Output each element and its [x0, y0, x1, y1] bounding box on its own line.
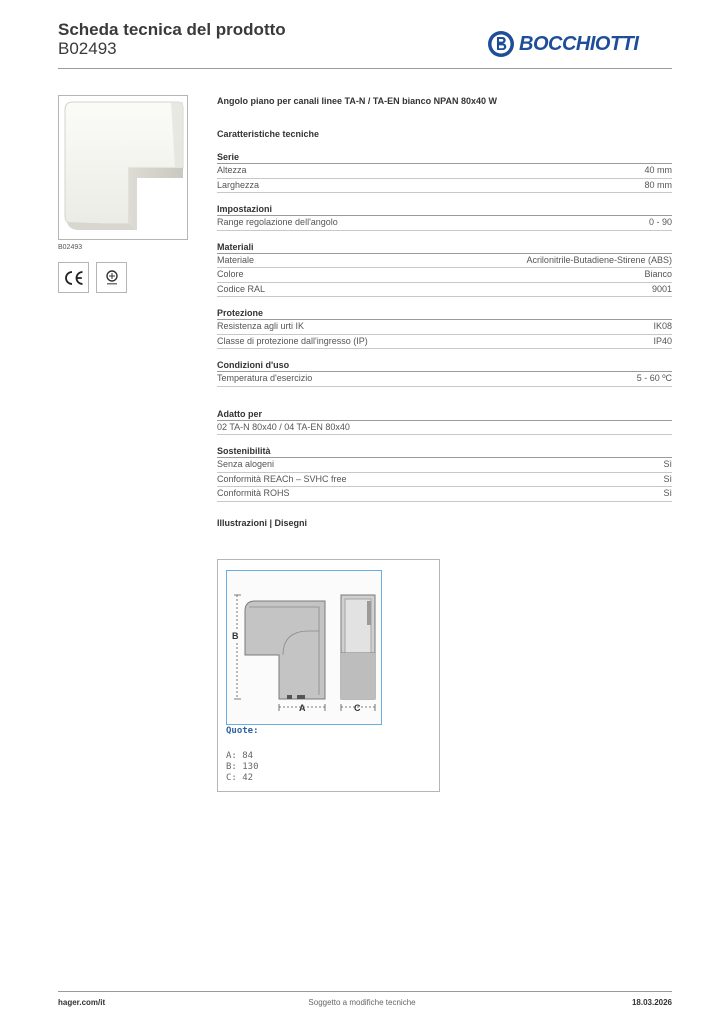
spec-value: IP40 [653, 335, 672, 346]
spec-row [217, 179, 672, 194]
spec-label: Larghezza [217, 179, 260, 190]
product-code: B02493 [58, 39, 117, 58]
spec-row [217, 164, 672, 179]
certification-seal-icon [96, 262, 127, 293]
angle-drawing [227, 571, 381, 724]
product-image [58, 95, 188, 240]
technical-drawing-panel [217, 559, 440, 792]
spec-group-protezione [217, 308, 672, 349]
spec-row [217, 335, 672, 350]
footer-date: 18.03.2026 [631, 998, 672, 1007]
spec-label: Temperatura d'esercizio [217, 373, 313, 383]
spec-value: Sì [663, 473, 672, 484]
product-image-caption: B02493 [58, 244, 83, 251]
spec-row [217, 283, 672, 298]
spec-label: Conformità ROHS [217, 488, 290, 498]
product-title: Angolo piano per canali linee TA-N / TA-EN bianco NPAN 80x40 W [217, 96, 498, 106]
spec-value: IK08 [653, 321, 672, 331]
spec-group-serie [217, 152, 672, 193]
product-specs [217, 96, 672, 528]
product-photo [59, 96, 187, 239]
spec-row [217, 458, 672, 473]
spec-label: Codice RAL [217, 283, 266, 294]
spec-label: Senza alogeni [217, 459, 275, 469]
spec-value: Sì [663, 459, 672, 469]
spec-label: Conformità REACh – SVHC free [217, 473, 347, 484]
dimension-label-a: A [299, 703, 306, 713]
spec-value: 9001 [651, 283, 672, 294]
spec-value: 0 - 90 [648, 217, 672, 227]
spec-label: Materiale [217, 254, 255, 265]
spec-row [217, 421, 672, 436]
group-title: Protezione [217, 308, 672, 320]
spec-label: Range regolazione dell'angolo [217, 217, 338, 227]
group-title: Adatto per [217, 409, 672, 421]
group-title: Materiali [217, 242, 672, 254]
group-title: Serie [217, 152, 672, 164]
spec-row [217, 473, 672, 488]
footer-notice: Soggetto a modifiche tecniche [308, 998, 416, 1007]
spec-group-sostenibilita [217, 446, 672, 502]
footer-website-link[interactable]: hager.com/it [58, 998, 106, 1007]
bocchiotti-logo-icon [487, 30, 515, 58]
dimension-label-c: C [354, 703, 361, 713]
spec-value: Sì [663, 488, 672, 498]
group-title: Impostazioni [217, 204, 672, 216]
page-title: Scheda tecnica del prodotto [58, 20, 286, 39]
brand-logo [487, 28, 638, 60]
spec-group-condizioni [217, 360, 672, 387]
header-divider [58, 68, 672, 69]
spec-group-adatto-per [217, 409, 672, 436]
spec-value: 40 mm [644, 165, 672, 175]
spec-row [217, 216, 672, 231]
quote-b: B: 130 [226, 762, 259, 772]
spec-label: Classe di protezione dall'ingresso (IP) [217, 335, 368, 346]
spec-label: Colore [217, 269, 244, 279]
spec-value: Bianco [644, 269, 672, 279]
quotes-title: Quote: [226, 726, 259, 736]
spec-label: Altezza [217, 165, 247, 175]
section-title: Caratteristiche tecniche [217, 129, 320, 139]
quote-a: A: 84 [226, 751, 254, 761]
ce-mark-icon [58, 262, 89, 293]
spec-row [217, 254, 672, 269]
group-title: Condizioni d'uso [217, 360, 672, 372]
spec-value: Acrilonitrile-Butadiene-Stirene (ABS) [526, 254, 672, 265]
brand-name: BOCCHIOTTI [519, 32, 639, 55]
illustrations-title: Illustrazioni | Disegni [217, 517, 308, 528]
spec-label: 02 TA-N 80x40 / 04 TA-EN 80x40 [217, 421, 350, 432]
spec-group-materiali [217, 242, 672, 298]
spec-row [217, 268, 672, 283]
dimension-label-b: B [232, 631, 239, 641]
spec-value: 5 - 60 ºC [636, 373, 672, 383]
group-title: Sostenibilità [217, 446, 672, 458]
footer-divider [58, 991, 672, 992]
spec-row [217, 320, 672, 335]
spec-row [217, 487, 672, 502]
spec-row [217, 372, 672, 387]
spec-label: Resistenza agli urti IK [217, 321, 305, 331]
spec-value: 80 mm [644, 179, 672, 190]
technical-drawing [226, 570, 382, 725]
quote-c: C: 42 [226, 773, 254, 783]
spec-group-impostazioni [217, 204, 672, 231]
